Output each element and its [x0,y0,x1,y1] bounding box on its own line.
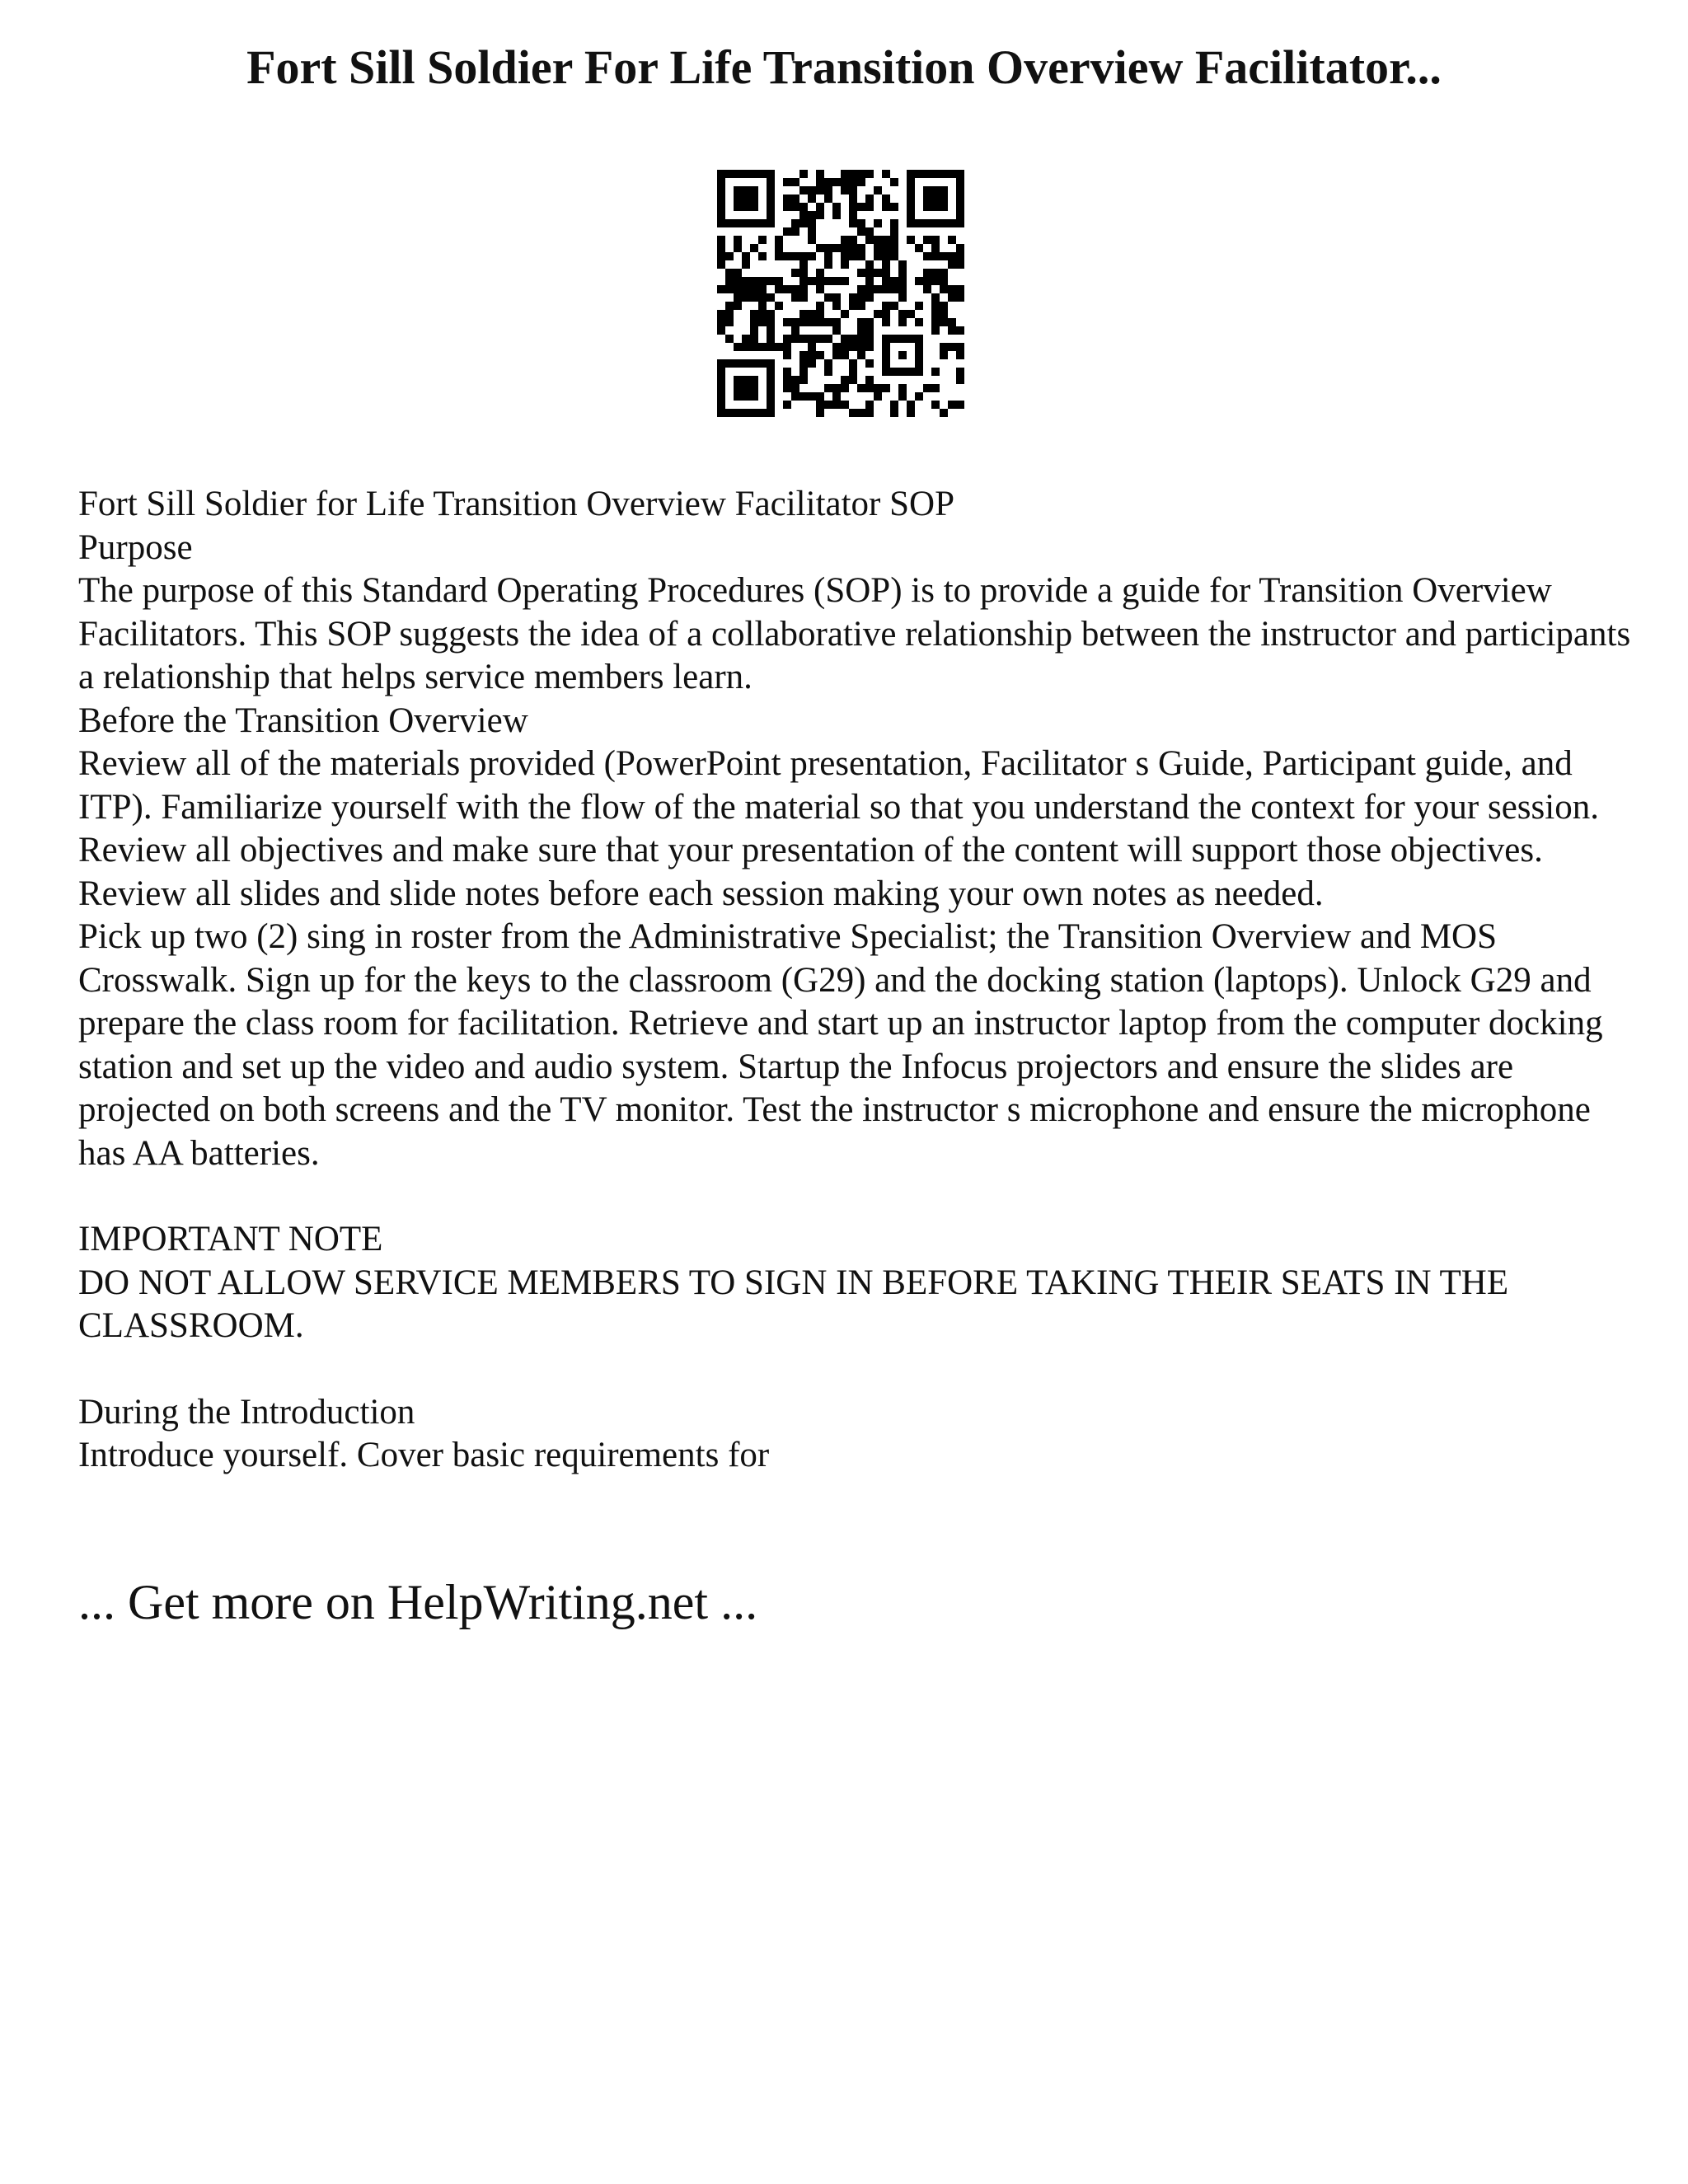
review-materials-paragraph: Review all of the materials provided (PowerPoint presentation, Facilitator s Guide, Participant guide, and ITP). Familiarize yourself with the flow of the material so that you understand the context for your session. Review all objectives and make sure that your presentation of the content will support those objectives. Review all slides and slide notes before each session making your own notes as needed. [78,744,1599,913]
paragraph-spacer [78,1175,1644,1218]
purpose-heading: Purpose [78,527,193,567]
paragraph-spacer [78,1348,1644,1391]
important-note-text: DO NOT ALLOW SERVICE MEMBERS TO SIGN IN BEFORE TAKING THEIR SEATS IN THE CLASSROOM. [78,1263,1509,1345]
get-more-link[interactable]: ... Get more on HelpWriting.net ... [78,1575,758,1629]
introduction-paragraph: Introduce yourself. Cover basic requirements for [78,1436,770,1474]
document-title: Fort Sill Soldier For Life Transition Overview Facilitator... [246,40,1442,94]
before-overview-heading: Before the Transition Overview [78,701,528,740]
during-introduction-heading: During the Introduction [78,1392,415,1432]
sop-heading: Fort Sill Soldier for Life Transition Overview Facilitator SOP [78,485,955,523]
preparation-paragraph: Pick up two (2) sing in roster from the Administrative Specialist; the Transition Overview and MOS Crosswalk. Sign up for the keys to the classroom (G29) and the docking station (laptops). Unlock G29 and prepare the class room for facilitation. Retrieve and start up an instructor laptop from the computer docking station and set up the video and audio system. Startup the Infocus projectors and ensure the slides are projected on both screens and the TV monitor. Test the instructor s microphone and ensure the microphone has AA batteries. [78,917,1603,1173]
qr-code-graphic [717,170,964,417]
purpose-paragraph: The purpose of this Standard Operating Procedures (SOP) is to provide a guide for Transition Overview Facilitators. This SOP suggests the idea of a collaborative relationship between the instructor and participants a relationship that helps service members learn. [78,571,1631,696]
important-note-heading: IMPORTANT NOTE [78,1220,383,1258]
qr-code [717,170,964,417]
document-body [78,483,1644,1478]
